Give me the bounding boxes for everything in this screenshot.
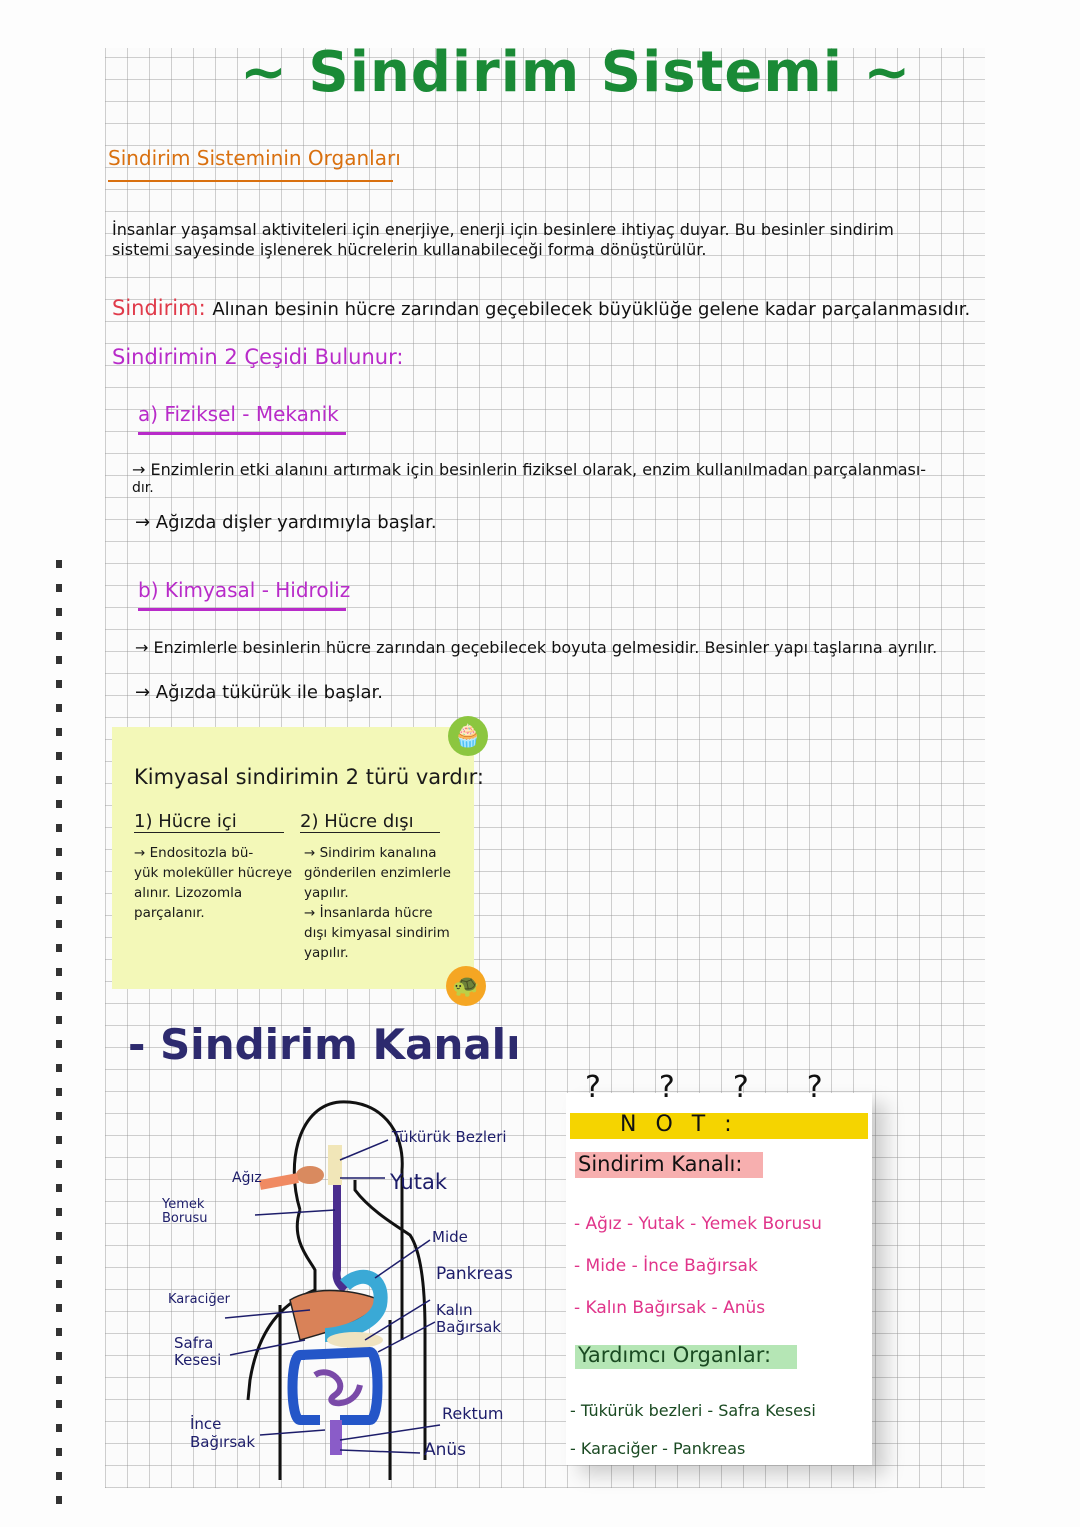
col1-line: alınır. Lizozomla [134,885,243,901]
col1-text [134,843,292,923]
definition-term: Sindirim: [112,296,206,320]
col2-line: dışı kimyasal sindirim [304,925,450,941]
sticky-note [112,727,484,989]
turtle-sticker-icon: 🐢 [446,966,486,1006]
col1-title: 1) Hücre içi [134,811,284,833]
page-title: ~ Sindirim Sistemi ~ [240,40,912,105]
type-b-heading: b) Kimyasal - Hidroliz [138,578,346,611]
label-gallbladder: Safra Kesesi [174,1334,222,1369]
salivary-gland [328,1145,342,1185]
note-helper-line: - Tükürük bezleri - Safra Kesesi [570,1401,816,1420]
type-b-line-2: → Ağızda tükürük ile başlar. [135,682,384,703]
col2-title: 2) Hücre dışı [300,811,440,833]
label-stomach: Mide [432,1228,468,1246]
col2-line: yapılır. [304,885,349,901]
large-intestine-left [293,1355,321,1420]
label-pancreas: Pankreas [436,1264,513,1284]
col1-line: yük moleküller hücreye [134,865,293,881]
label-liver: Karaciğer [168,1292,230,1307]
label-rectum: Rektum [442,1404,504,1423]
section-heading: Sindirim Sisteminin Organları [108,146,393,182]
col1-line: parçalanır. [134,905,205,921]
note-helpers-list [570,1392,816,1468]
esophagus [337,1185,345,1290]
col1-line: → Endositozla bü- [134,845,254,861]
col2-line: gönderilen enzimlerle [304,865,451,881]
label-mouth: Ağız [232,1170,262,1186]
col2-line: → İnsanlarda hücre [304,905,433,921]
note-title: N O T : [620,1112,738,1137]
cupcake-sticker-icon: 🧁 [448,716,488,756]
note-canal-line: - Kalın Bağırsak - Anüs [574,1298,766,1318]
intro-line-2: sistemi sayesinde işlenerek hücrelerin kullanabileceği forma dönüştürülür. [112,240,707,259]
intro-line-1: İnsanlar yaşamsal aktiviteleri için enerjiye, enerji için besinlere ihtiyaç duyar. Bu besinler sindirim [112,220,894,239]
label-anus: Anüs [424,1440,467,1460]
type-a-line-1: → Enzimlerin etki alanını artırmak için besinlerin fiziksel olarak, enzim kullanılmadan parçalanması- [132,460,927,479]
types-heading: Sindirimin 2 Çeşidi Bulunur: [112,345,404,369]
definition-text: Alınan besinin hücre zarından geçebilecek büyüklüğe gelene kadar parçalanmasıdır. [212,299,971,320]
mouth-arrow [260,1178,298,1185]
label-esophagus: Yemek Borusu [162,1197,208,1226]
type-a-line-2: → Ağızda dişler yardımıyla başlar. [135,512,437,533]
note-helpers-heading: Yardımcı Organlar: [578,1343,772,1367]
label-salivary-glands: Tükürük Bezleri [392,1128,507,1146]
sticky-heading: Kimyasal sindirimin 2 türü vardır: [134,765,484,789]
label-large-intestine: Kalın Bağırsak [436,1301,502,1336]
type-a-heading: a) Fiziksel - Mekanik [138,402,346,435]
canal-heading: - Sindirim Kanalı [128,1020,521,1069]
notebook-binding-holes [56,560,62,1520]
note-canal-heading: Sindirim Kanalı: [578,1152,743,1176]
type-a-line-1b: dır. [132,480,154,496]
note-canal-list [574,1203,822,1329]
col2-text [304,843,451,963]
note-ring-icons: ???? [585,1070,881,1105]
note-canal-line: - Ağız - Yutak - Yemek Borusu [574,1214,822,1234]
type-b-line-1: → Enzimlerle besinlerin hücre zarından geçebilecek boyuta gelmesidir. Besinler yapı taşlarına ayrılır. [135,638,938,657]
note-helper-line: - Karaciğer - Pankreas [570,1439,746,1458]
label-pharynx: Yutak [390,1170,447,1194]
col2-line: → Sindirim kanalına [304,845,437,861]
note-canal-line: - Mide - İnce Bağırsak [574,1256,758,1276]
label-small-intestine: İnce Bağırsak [190,1415,256,1451]
col2-line: yapılır. [304,945,349,961]
small-intestine [315,1372,360,1403]
mouth-shape [296,1166,324,1184]
definition [112,296,970,320]
